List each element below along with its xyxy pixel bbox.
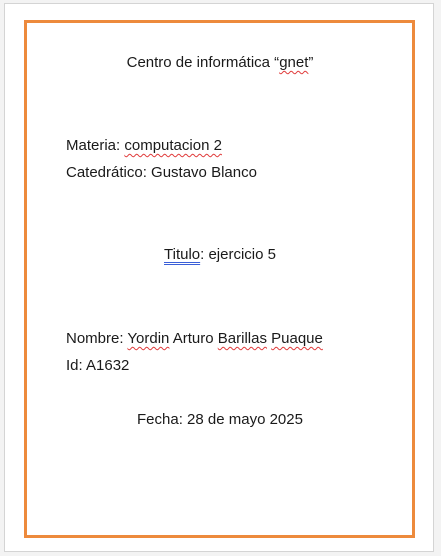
name-line (66, 330, 323, 348)
heading-label: Titulo (164, 246, 201, 263)
id-line: Id: A1632 (66, 357, 130, 374)
title-word: gnet (279, 54, 309, 71)
heading-value: : ejercicio 5 (200, 246, 276, 263)
title-prefix: Centro de informática “ (126, 54, 280, 71)
name-middle: Arturo (169, 330, 218, 347)
date-line: Fecha: 28 de mayo 2025 (137, 411, 303, 428)
name-label: Nombre: (66, 330, 128, 347)
document-title (5, 54, 435, 72)
subject-line (66, 137, 222, 155)
name-first: Yordin (127, 330, 170, 347)
subject-label: Materia: (66, 137, 125, 154)
teacher-line: Catedrático: Gustavo Blanco (66, 164, 257, 181)
subject-value: computacion 2 (124, 137, 222, 154)
document-page (4, 3, 434, 552)
title-suffix: ” (308, 54, 314, 71)
name-last2: Puaque (271, 330, 323, 347)
page-border (24, 20, 415, 538)
name-last1: Barillas (217, 330, 267, 347)
heading-line (5, 246, 435, 264)
